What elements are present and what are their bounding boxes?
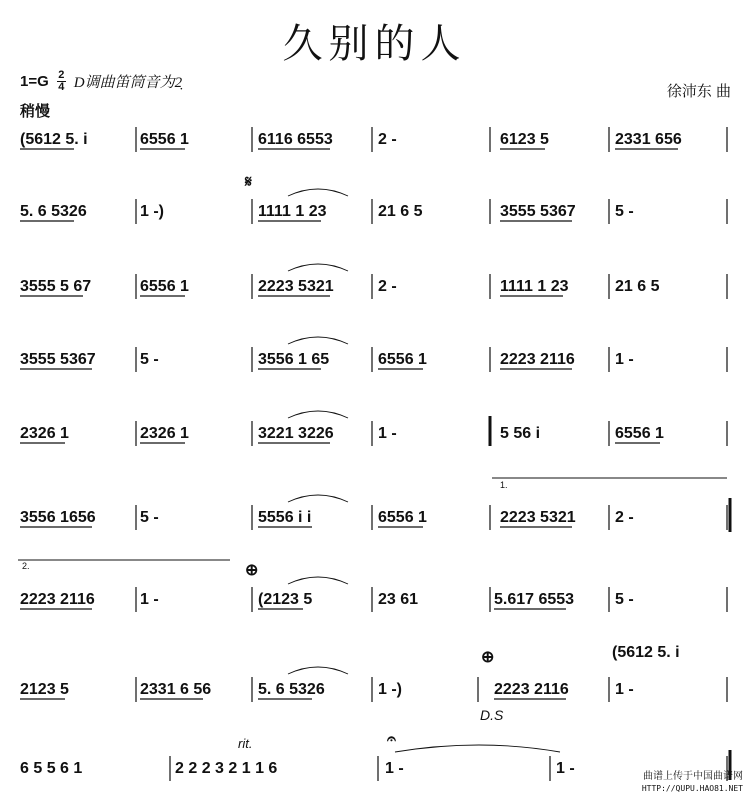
measure: 21 6 5 [615, 278, 660, 295]
measure: 1 - [615, 681, 634, 698]
measure: 2 - [378, 131, 397, 148]
slur-arc [288, 264, 348, 271]
measure: 3555 5367 [500, 203, 576, 220]
measure: 1 -) [378, 681, 402, 698]
time-signature-top: 2 [58, 69, 65, 81]
measure: 3221 3226 [258, 425, 334, 442]
measure: 2 2 2 3 2 1 1 6 [175, 760, 278, 777]
tie-arc [395, 745, 560, 752]
measure: (5612 5. i [20, 131, 88, 148]
measure: 2331 656 [615, 131, 682, 148]
measure: 3556 1656 [20, 509, 96, 526]
alternate-phrase: (5612 5. i [612, 644, 680, 661]
measure: 6 5 5 6 1 [20, 760, 83, 777]
page-title: 久别的人 [282, 21, 467, 67]
measure: 2 - [615, 509, 634, 526]
measure: 2326 1 [20, 425, 69, 442]
measure: 23 61 [378, 591, 419, 608]
slur-arc [288, 495, 348, 502]
measure: 1111 1 23 [500, 278, 569, 295]
measure: 2223 2116 [494, 681, 569, 698]
footer-line1: 曲谱上传于中国曲谱网 [643, 771, 743, 782]
measure: 6556 1 [378, 351, 427, 368]
footer-url: HTTP://QUPU.HAO81.NET [641, 784, 743, 793]
measure: 1 - [140, 591, 159, 608]
key-signature: 1=G [20, 73, 49, 90]
footer-watermark [642, 771, 743, 795]
measure: 2 - [378, 278, 397, 295]
slur-arc [288, 337, 348, 344]
measure: 1 - [378, 425, 397, 442]
measure: 2331 6 56 [140, 681, 212, 698]
measure: 5 56 i [500, 425, 541, 442]
measure: 6123 5 [500, 131, 549, 148]
measure: 21 6 5 [378, 203, 423, 220]
segno-mark: 𝄋 [245, 174, 252, 191]
measure: 3555 5 67 [20, 278, 92, 295]
measure: 5.617 6553 [494, 591, 575, 608]
measure: 1 - [385, 760, 404, 777]
measure: 1 -) [140, 203, 164, 220]
measure: 5556 i i [258, 509, 312, 526]
tempo-marking: 稍慢 [20, 103, 51, 120]
measure: 5. 6 5326 [258, 681, 325, 698]
rit-mark: rit. [238, 736, 253, 751]
measure: 5 - [140, 351, 159, 368]
measure: 2223 2116 [500, 351, 575, 368]
measure: 5 - [615, 591, 634, 608]
slur-arc [288, 411, 348, 418]
ds-mark: D.S [480, 707, 504, 723]
measure: (2123 5 [258, 591, 313, 608]
coda-mark-ds: ⊕ [481, 649, 495, 666]
time-signature-bottom: 4 [58, 81, 65, 93]
measure: 2223 5321 [258, 278, 334, 295]
measure: 3556 1 65 [258, 351, 330, 368]
measure: 5 - [615, 203, 634, 220]
measure: 6556 1 [140, 278, 189, 295]
volta-1-label: 1. [500, 480, 508, 490]
measure: 5. 6 5326 [20, 203, 87, 220]
measure: 6556 1 [615, 425, 664, 442]
measure: 2123 5 [20, 681, 69, 698]
volta-2-label: 2. [22, 561, 30, 571]
measure: 3555 5367 [20, 351, 96, 368]
composer-credit: 徐沛东 曲 [666, 83, 731, 100]
measure: 6116 6553 [258, 131, 333, 148]
fermata-mark: 𝄐 [387, 731, 396, 748]
measure: 2223 5321 [500, 509, 576, 526]
slur-arc [288, 189, 348, 196]
measure: 6556 1 [378, 509, 427, 526]
measure: 1111 1 23 [258, 203, 327, 220]
measure: 6556 1 [140, 131, 189, 148]
measure: 5 - [140, 509, 159, 526]
measure: 1 - [556, 760, 575, 777]
measure: 2326 1 [140, 425, 189, 442]
instrument-note: D调曲笛筒音为2̣ [73, 75, 183, 91]
measure: 2223 2116 [20, 591, 95, 608]
slur-arc [288, 667, 348, 674]
coda-mark: ⊕ [245, 562, 259, 579]
slur-arc [288, 577, 348, 584]
measure: 1 - [615, 351, 634, 368]
